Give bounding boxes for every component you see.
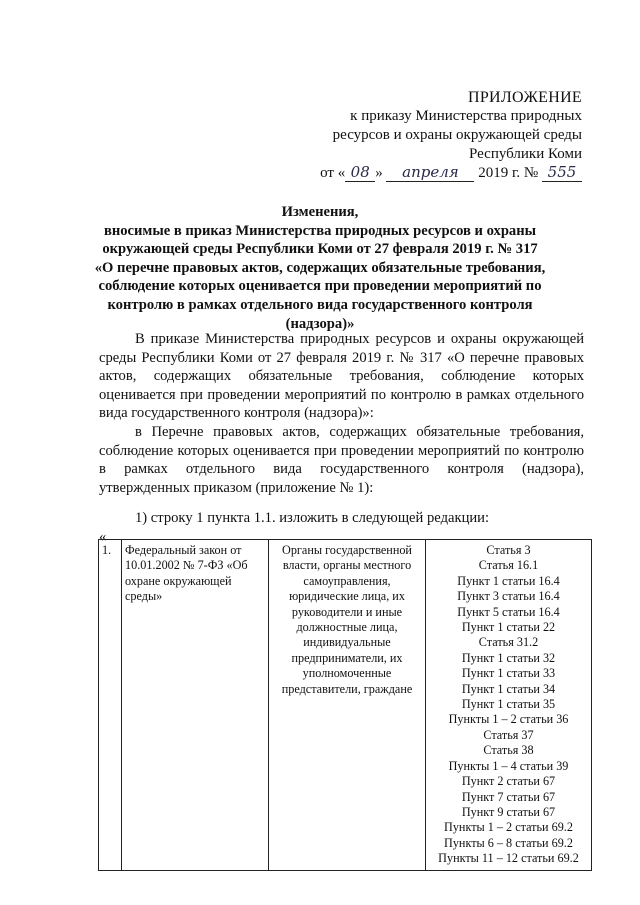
article-item: Пункт 3 статьи 16.4	[457, 589, 560, 604]
article-item: Пункты 1 – 4 статьи 39	[448, 758, 569, 773]
order-date-line	[302, 164, 582, 183]
title-line: контролю в рамках отдельного вида государственного контроля	[107, 296, 533, 313]
appendix-line: Республики Коми	[469, 146, 582, 162]
title-line: соблюдение которых оценивается при проведении мероприятий по	[98, 278, 542, 295]
opening-quote: «	[99, 528, 107, 545]
date-day-handwritten: 08	[345, 164, 375, 182]
date-mid: »	[375, 165, 383, 181]
article-item: Пункт 5 статьи 16.4	[457, 604, 560, 619]
article-item: Пункт 1 статьи 35	[461, 697, 556, 712]
title-line: окружающей среды Республики Коми от 27 февраля 2019 г. № 317	[102, 241, 538, 258]
article-item: Пункты 1 – 2 статьи 36	[448, 712, 569, 727]
article-item: Пункт 1 статьи 32	[461, 650, 556, 665]
title-line: «О перечне правовых актов, содержащих обязательные требования,	[94, 259, 546, 276]
cell-row-number: 1.	[99, 540, 122, 871]
article-item: Пункт 1 статьи 16.4	[457, 573, 560, 588]
cell-subjects: Органы государственной власти, органы местного самоуправления, юридические лица, их руководители и иные должностные лица, индивидуальные предприниматели, их уполномоченные представители, граждане	[269, 540, 426, 871]
title-line: вносимые в приказ Министерства природных ресурсов и охраны	[103, 222, 537, 239]
appendix-line: ресурсов и охраны окружающей среды	[332, 127, 582, 143]
date-month-handwritten: апреля	[386, 164, 474, 182]
amendment-table	[98, 539, 592, 871]
article-item: Пункт 1 статьи 34	[461, 681, 556, 696]
cell-legal-act: Федеральный закон от 10.01.2002 № 7-ФЗ «Об охране окружающей среды»	[122, 540, 269, 871]
article-item: Статья 3	[486, 543, 531, 557]
article-item: Пункт 2 статьи 67	[461, 774, 556, 789]
paragraph-item-1: 1) строку 1 пункта 1.1. изложить в следующей редакции:	[135, 510, 490, 527]
article-item: Пункт 7 статьи 67	[461, 789, 556, 804]
article-item: Пункт 1 статьи 22	[461, 620, 556, 635]
appendix-heading: ПРИЛОЖЕНИЕ	[467, 89, 582, 106]
date-year: 2019 г. №	[478, 165, 539, 181]
article-item: Статья 38	[483, 743, 534, 758]
article-item: Пункты 1 – 2 статьи 69.2	[444, 820, 573, 835]
title-line: (надзора)»	[285, 315, 355, 332]
paragraph-preamble: В приказе Министерства природных ресурсов и охраны окружающей среды Республики Коми от 27 февраля 2019 г. № 317 «О перечне правовых актов, содержащих обязательные требования, соблюдение которых оценивается при проведении мероприятий по контролю в рамках отдельного вида государственного контроля (надзора)»:	[99, 331, 584, 422]
paragraph-list-intro: в Перечне правовых актов, содержащих обязательные требования, соблюдение которых оценивается при проведении мероприятий по контролю в рамках отдельного вида государственного контроля (надзора), утвержденных приказом (приложение № 1):	[99, 423, 584, 496]
document-title	[60, 203, 580, 333]
table-row	[99, 540, 592, 871]
date-prefix: от «	[320, 165, 346, 181]
appendix-header	[302, 88, 582, 183]
article-item: Статья 37	[483, 727, 534, 742]
document-body	[99, 330, 584, 547]
article-item: Статья 31.2	[478, 635, 539, 650]
article-item: Пункты 11 – 12 статьи 69.2	[438, 851, 579, 866]
article-item: Пункт 1 статьи 33	[461, 666, 556, 681]
article-item: Статья 16.1	[478, 558, 539, 573]
article-item: Пункты 6 – 8 статьи 69.2	[444, 835, 573, 850]
article-item: Пункт 9 статьи 67	[461, 804, 556, 819]
order-number-handwritten: 555	[542, 164, 582, 182]
title-line: Изменения,	[281, 204, 359, 220]
cell-articles	[426, 540, 592, 871]
appendix-line: к приказу Министерства природных	[350, 108, 582, 124]
